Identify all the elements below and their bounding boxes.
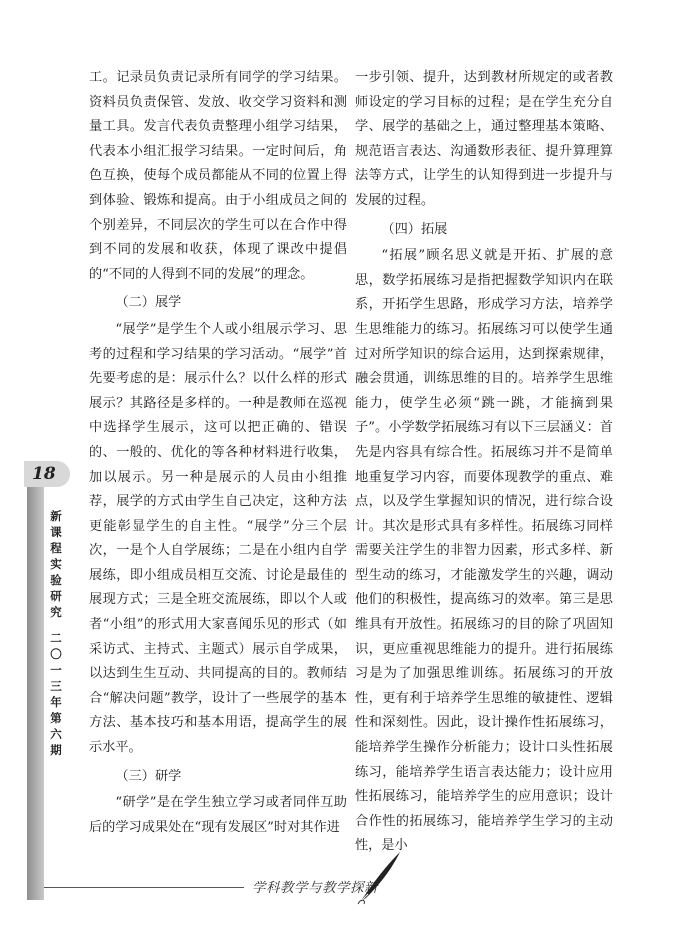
side-tab-bar xyxy=(27,468,44,900)
paragraph: “展学”是学生个人或小组展示学习、思考的过程和学习结果的学习活动。“展学”首先要考虑的是：展示什么？以什么样的形式展示？其路径是多样的。一种是教师在巡视中选择学生展示，这可以把正确的、错误的、一般的、优化的等各种材料进行收集，加以展示。另一种是展示的人员由小组推荐，展学的方式由学生自己决定，这种方法更能彰显学生的自主性。“展学”分三个层次，一是个人自学展练；二是在小组内自学展练，即小组成员相互交流、讨论是最佳的展现方式；三是全班交流展练，即以个人或者“小组”的形式用大家喜闻乐见的形式（如采访式、主持式、主题式）展示自学成果，以达到生生互动、共同提高的目的。教师结合“解决问题”教学，设计了一些展学的基本方法、基本技巧和基本用语，提高学生的展示水平。 xyxy=(89,321,347,756)
footer-rule xyxy=(44,887,244,888)
section-heading: （二）展学 xyxy=(115,295,182,311)
footer-section-title: 学科教学与教学探新 xyxy=(252,880,378,896)
paragraph: “拓展”顾名思义就是开拓、扩展的意思，数学拓展练习是指把握数学知识内在联系，开拓学生思路，形成学习方法，培养学生思维能力的练习。拓展练习可以使学生通过对所学知识的综合运用，达到探索规律，融会贯通，训练思维的目的。培养学生思维能力，使学生必须“跳一跳，才能摘到果子”。小学数学拓展练习有以下三层涵义：首先是内容具有综合性。拓展练习并不是简单地重复学习内容，而要体现教学的重点、难点，以及学生掌握知识的情况，进行综合设计。其次是形式具有多样性。拓展练习同样需要关注学生的非智力因素，形式多样、新型生动的练习，才能激发学生的兴趣，调动他们的积极性，提高练习的效率。第三是思维具有开放性。拓展练习的目的除了巩固知识，更应重视思维能力的提升。进行拓展练习是为了加强思维训练。拓展练习的开放性，更有利于培养学生思维的敏捷性、逻辑性和深刻性。因此，设计操作性拓展练习，能培养学生操作分析能力；设计口头性拓展练习，能培养学生语言表达能力；设计应用性拓展练习，能培养学生的应用意识；设计合作性的拓展练习，能培养学生学习的主动性，是小 xyxy=(355,248,613,854)
pen-nib-icon xyxy=(356,848,406,906)
journal-name: 新课程实验研究 xyxy=(50,509,62,619)
paragraph: 工。记录员负责记录所有同学的学习结果。资料员负责保管、发放、收交学习资料和测量工具。发言代表负责整理小组学习结果，代表本小组汇报学习结果。一定时间后，角色互换，使每个成员都能从不同的位置上得到体验、锻炼和提高。由于小组成员之间的个别差异，不同层次的学生可以在合作中得到不同的发展和收获，体现了课改中提倡的“不同的人得到不同的发展”的理念。 xyxy=(89,70,347,282)
right-column xyxy=(355,66,613,859)
journal-sidebar-label xyxy=(49,508,63,758)
left-column xyxy=(89,66,347,840)
journal-issue: 第六期 xyxy=(50,711,62,757)
paragraph: “研学”是在学生独立学习或者同伴互助后的学习成果处在“现有发展区”时对其作进 xyxy=(89,795,347,835)
section-heading: （三）研学 xyxy=(115,768,182,784)
paragraph: 一步引领、提升，达到教材所规定的或者教师设定的学习目标的过程；是在学生充分自学、展学的基础之上，通过整理基本策略、规范语言表达、沟通数形表征、提升算理算法等方式，让学生的认知得到进一步提升与发展的过程。 xyxy=(355,70,613,208)
section-heading: （四）拓展 xyxy=(381,221,448,237)
journal-year: 二〇一三年 xyxy=(50,631,62,709)
page-number: 18 xyxy=(24,461,70,487)
